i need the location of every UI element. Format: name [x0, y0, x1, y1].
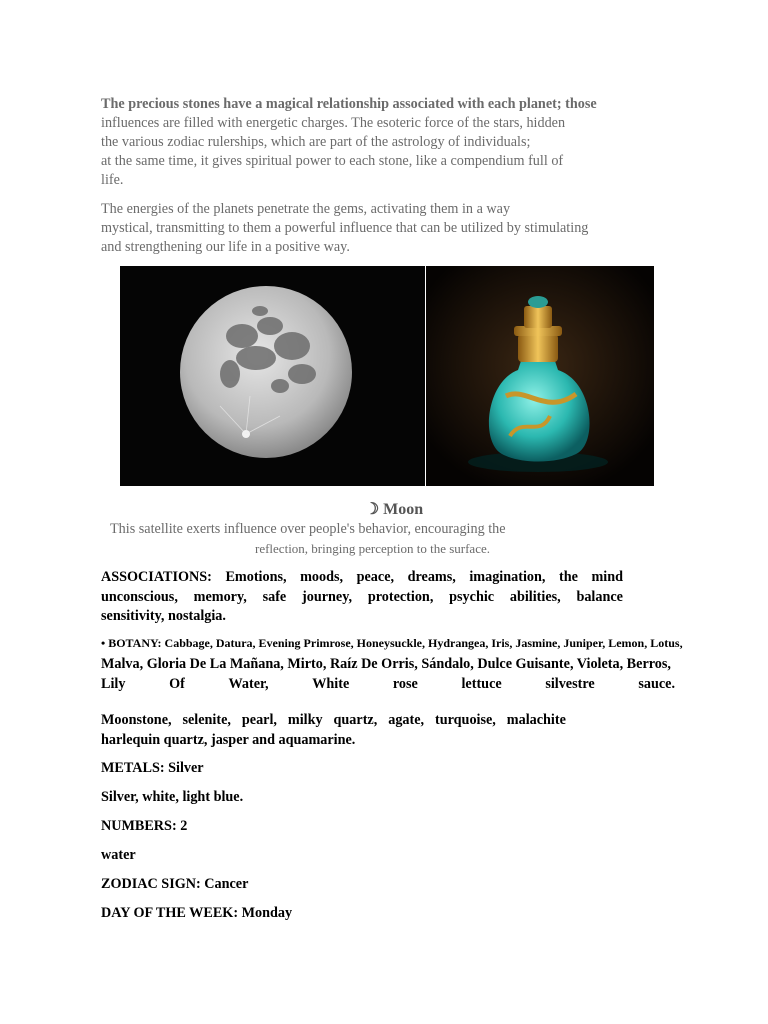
- word: mind: [591, 569, 623, 585]
- metals-line: METALS: Silver: [101, 760, 204, 776]
- botany-line: • BOTANY: Cabbage, Datura, Evening Primrose, Honeysuckle, Hydrangea, Iris, Jasmine, Juniper, Lemon, Lotus,: [101, 636, 683, 650]
- potion-bottle-image: [426, 266, 654, 486]
- intro-paragraph-1: [101, 95, 631, 190]
- moon-caption-title: ☽ Moon: [364, 501, 424, 518]
- moon-caption-text: [110, 520, 570, 558]
- caption-line: reflection, bringing perception to the surface.: [255, 541, 490, 556]
- associations-line: [101, 588, 623, 608]
- word: the: [558, 569, 578, 585]
- word: balance: [576, 588, 623, 605]
- colors-line: Silver, white, light blue.: [101, 789, 244, 805]
- word: pearl,: [241, 712, 277, 728]
- intro-lead-sentence: The precious stones have a magical relationship associated with each planet; those: [101, 96, 597, 112]
- intro-paragraph-2: [101, 200, 631, 257]
- word: turquoise,: [435, 712, 496, 728]
- word: imagination,: [469, 569, 546, 585]
- word: safe: [262, 588, 287, 605]
- word: peace,: [356, 569, 395, 585]
- stones-line: [101, 711, 566, 731]
- associations-label: ASSOCIATIONS:: [101, 569, 212, 585]
- word: malachite: [506, 712, 566, 728]
- word: agate,: [388, 712, 425, 728]
- word: Lily: [101, 675, 126, 692]
- word: rose: [392, 675, 418, 692]
- full-moon-image: [120, 266, 425, 486]
- numbers-line: NUMBERS: 2: [101, 818, 188, 834]
- botany-line: [101, 675, 675, 695]
- intro-line: The energies of the planets penetrate the gems, activating them in a way: [101, 201, 511, 217]
- image-row: [120, 266, 654, 486]
- caption-line: This satellite exerts influence over people's behavior, encouraging the: [110, 521, 506, 537]
- intro-line: at the same time, it gives spiritual power to each stone, like a compendium full of: [101, 153, 564, 169]
- intro-line: life.: [101, 172, 124, 188]
- word: quartz,: [333, 712, 378, 728]
- associations-line: sensitivity, nostalgia.: [101, 608, 226, 624]
- word: sauce.: [638, 675, 675, 692]
- word: abilities,: [509, 588, 561, 605]
- word: selenite,: [182, 712, 231, 728]
- word: moods,: [300, 569, 344, 585]
- day-line: DAY OF THE WEEK: Monday: [101, 905, 293, 921]
- word: dreams,: [407, 569, 456, 585]
- word: White: [312, 675, 350, 692]
- word: Emotions,: [225, 569, 287, 585]
- element-line: water: [101, 847, 136, 863]
- word: Moonstone,: [101, 712, 172, 728]
- word: milky: [287, 712, 323, 728]
- intro-line: mystical, transmitting to them a powerful influence that can be utilized by stimulating: [101, 220, 589, 236]
- word: lettuce: [461, 675, 502, 692]
- word: unconscious,: [101, 588, 178, 605]
- associations-section: [101, 568, 623, 627]
- word: journey,: [302, 588, 353, 605]
- botany-section: [101, 655, 675, 694]
- intro-line: influences are filled with energetic charges. The esoteric force of the stars, hidden: [101, 115, 566, 131]
- associations-line: [101, 568, 623, 588]
- intro-line: and strengthening our life in a positive way.: [101, 239, 350, 255]
- word: Of: [169, 675, 185, 692]
- word: protection,: [367, 588, 434, 605]
- stones-section: [101, 711, 566, 750]
- word: Water,: [228, 675, 269, 692]
- word: memory,: [193, 588, 247, 605]
- botany-line: Malva, Gloria De La Mañana, Mirto, Raíz De Orris, Sándalo, Dulce Guisante, Violeta, Berros,: [101, 656, 671, 672]
- intro-line: the various zodiac rulerships, which are part of the astrology of individuals;: [101, 134, 531, 150]
- word: silvestre: [545, 675, 595, 692]
- zodiac-line: ZODIAC SIGN: Cancer: [101, 876, 249, 892]
- stones-line: harlequin quartz, jasper and aquamarine.: [101, 731, 356, 748]
- word: psychic: [449, 588, 495, 605]
